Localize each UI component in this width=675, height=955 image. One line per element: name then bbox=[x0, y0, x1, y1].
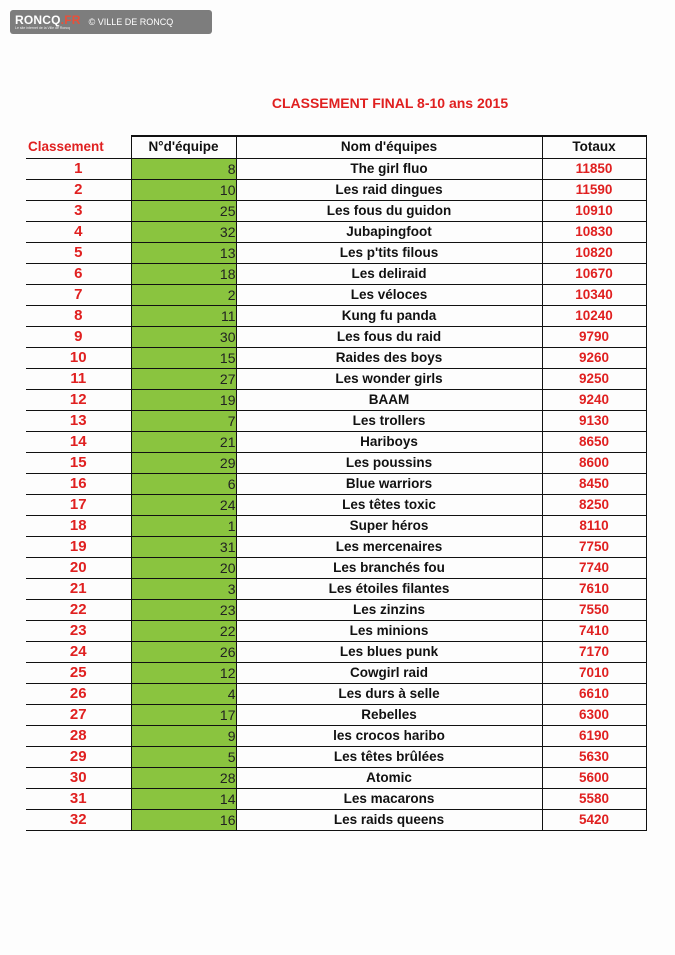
team-name-cell: Jubapingfoot bbox=[236, 221, 542, 242]
team-name-cell: Atomic bbox=[236, 767, 542, 788]
table-row bbox=[26, 641, 646, 662]
table-row bbox=[26, 767, 646, 788]
team-name-cell: les crocos haribo bbox=[236, 725, 542, 746]
total-cell: 7550 bbox=[542, 599, 646, 620]
total-cell: 7010 bbox=[542, 662, 646, 683]
copyright-text: © VILLE DE RONCQ bbox=[88, 17, 174, 27]
rank-cell: 27 bbox=[26, 704, 131, 725]
team-number-cell: 1 bbox=[131, 515, 236, 536]
rank-cell: 10 bbox=[26, 347, 131, 368]
team-name-cell: Les étoiles filantes bbox=[236, 578, 542, 599]
team-number-cell: 13 bbox=[131, 242, 236, 263]
team-number-cell: 6 bbox=[131, 473, 236, 494]
team-name-cell: Les minions bbox=[236, 620, 542, 641]
rank-cell: 8 bbox=[26, 305, 131, 326]
team-number-cell: 11 bbox=[131, 305, 236, 326]
team-name-cell: Rebelles bbox=[236, 704, 542, 725]
team-name-cell: Les poussins bbox=[236, 452, 542, 473]
table-row bbox=[26, 431, 646, 452]
header-total: Totaux bbox=[542, 136, 646, 158]
total-cell: 7610 bbox=[542, 578, 646, 599]
team-name-cell: Les p'tits filous bbox=[236, 242, 542, 263]
table-row bbox=[26, 557, 646, 578]
team-number-cell: 9 bbox=[131, 725, 236, 746]
team-name-cell: Les raids queens bbox=[236, 809, 542, 830]
team-number-cell: 14 bbox=[131, 788, 236, 809]
rank-cell: 28 bbox=[26, 725, 131, 746]
team-number-cell: 12 bbox=[131, 662, 236, 683]
logo-wordmark: RONCQ.FR bbox=[15, 12, 81, 27]
team-name-cell: Les mercenaires bbox=[236, 536, 542, 557]
header-team-name: Nom d'équipes bbox=[236, 136, 542, 158]
team-name-cell: Les trollers bbox=[236, 410, 542, 431]
team-number-cell: 4 bbox=[131, 683, 236, 704]
table-row bbox=[26, 389, 646, 410]
total-cell: 9240 bbox=[542, 389, 646, 410]
team-name-cell: Les deliraid bbox=[236, 263, 542, 284]
table-row bbox=[26, 704, 646, 725]
table-row bbox=[26, 284, 646, 305]
table-row bbox=[26, 326, 646, 347]
watermark-badge bbox=[10, 10, 212, 34]
rank-cell: 32 bbox=[26, 809, 131, 830]
header-rank: Classement bbox=[26, 136, 131, 158]
team-name-cell: Les macarons bbox=[236, 788, 542, 809]
rank-cell: 23 bbox=[26, 620, 131, 641]
total-cell: 8250 bbox=[542, 494, 646, 515]
ranking-table bbox=[26, 135, 647, 831]
total-cell: 6190 bbox=[542, 725, 646, 746]
rank-cell: 16 bbox=[26, 473, 131, 494]
team-number-cell: 8 bbox=[131, 158, 236, 179]
team-name-cell: Blue warriors bbox=[236, 473, 542, 494]
team-name-cell: The girl fluo bbox=[236, 158, 542, 179]
team-number-cell: 32 bbox=[131, 221, 236, 242]
rank-cell: 1 bbox=[26, 158, 131, 179]
team-number-cell: 3 bbox=[131, 578, 236, 599]
rank-cell: 26 bbox=[26, 683, 131, 704]
table-row bbox=[26, 578, 646, 599]
table-row bbox=[26, 368, 646, 389]
total-cell: 8110 bbox=[542, 515, 646, 536]
total-cell: 11590 bbox=[542, 179, 646, 200]
team-number-cell: 19 bbox=[131, 389, 236, 410]
team-number-cell: 24 bbox=[131, 494, 236, 515]
team-number-cell: 20 bbox=[131, 557, 236, 578]
total-cell: 8650 bbox=[542, 431, 646, 452]
team-name-cell: BAAM bbox=[236, 389, 542, 410]
total-cell: 8450 bbox=[542, 473, 646, 494]
total-cell: 9130 bbox=[542, 410, 646, 431]
table-row bbox=[26, 788, 646, 809]
total-cell: 10820 bbox=[542, 242, 646, 263]
team-name-cell: Kung fu panda bbox=[236, 305, 542, 326]
rank-cell: 7 bbox=[26, 284, 131, 305]
team-number-cell: 7 bbox=[131, 410, 236, 431]
total-cell: 9250 bbox=[542, 368, 646, 389]
team-number-cell: 28 bbox=[131, 767, 236, 788]
rank-cell: 14 bbox=[26, 431, 131, 452]
roncq-logo bbox=[15, 14, 81, 31]
rank-cell: 9 bbox=[26, 326, 131, 347]
rank-cell: 3 bbox=[26, 200, 131, 221]
table-row bbox=[26, 452, 646, 473]
rank-cell: 31 bbox=[26, 788, 131, 809]
rank-cell: 6 bbox=[26, 263, 131, 284]
total-cell: 6610 bbox=[542, 683, 646, 704]
team-number-cell: 25 bbox=[131, 200, 236, 221]
total-cell: 5420 bbox=[542, 809, 646, 830]
team-number-cell: 31 bbox=[131, 536, 236, 557]
team-name-cell: Raides des boys bbox=[236, 347, 542, 368]
table-row bbox=[26, 494, 646, 515]
total-cell: 10670 bbox=[542, 263, 646, 284]
total-cell: 6300 bbox=[542, 704, 646, 725]
rank-cell: 5 bbox=[26, 242, 131, 263]
rank-cell: 18 bbox=[26, 515, 131, 536]
header-team-number: N°d'équipe bbox=[131, 136, 236, 158]
logo-tagline: Le site internet de la Ville de Roncq bbox=[15, 25, 70, 30]
rank-cell: 24 bbox=[26, 641, 131, 662]
page-title: CLASSEMENT FINAL 8-10 ans 2015 bbox=[271, 95, 509, 111]
rank-cell: 4 bbox=[26, 221, 131, 242]
team-name-cell: Les raid dingues bbox=[236, 179, 542, 200]
total-cell: 7740 bbox=[542, 557, 646, 578]
table-row bbox=[26, 179, 646, 200]
total-cell: 11850 bbox=[542, 158, 646, 179]
rank-cell: 25 bbox=[26, 662, 131, 683]
table-row bbox=[26, 683, 646, 704]
team-number-cell: 5 bbox=[131, 746, 236, 767]
team-name-cell: Super héros bbox=[236, 515, 542, 536]
table-header-row bbox=[26, 136, 646, 158]
total-cell: 7410 bbox=[542, 620, 646, 641]
rank-cell: 19 bbox=[26, 536, 131, 557]
team-name-cell: Hariboys bbox=[236, 431, 542, 452]
total-cell: 10340 bbox=[542, 284, 646, 305]
table-row bbox=[26, 746, 646, 767]
rank-cell: 30 bbox=[26, 767, 131, 788]
table-row bbox=[26, 158, 646, 179]
team-number-cell: 30 bbox=[131, 326, 236, 347]
table-row bbox=[26, 221, 646, 242]
rank-cell: 21 bbox=[26, 578, 131, 599]
table-row bbox=[26, 662, 646, 683]
table-row bbox=[26, 410, 646, 431]
rank-cell: 11 bbox=[26, 368, 131, 389]
team-name-cell: Les têtes brûlées bbox=[236, 746, 542, 767]
team-number-cell: 17 bbox=[131, 704, 236, 725]
team-number-cell: 10 bbox=[131, 179, 236, 200]
rank-cell: 22 bbox=[26, 599, 131, 620]
team-number-cell: 22 bbox=[131, 620, 236, 641]
team-number-cell: 2 bbox=[131, 284, 236, 305]
total-cell: 9260 bbox=[542, 347, 646, 368]
team-name-cell: Les blues punk bbox=[236, 641, 542, 662]
team-name-cell: Les durs à selle bbox=[236, 683, 542, 704]
total-cell: 7170 bbox=[542, 641, 646, 662]
total-cell: 9790 bbox=[542, 326, 646, 347]
team-number-cell: 26 bbox=[131, 641, 236, 662]
rank-cell: 12 bbox=[26, 389, 131, 410]
table-row bbox=[26, 305, 646, 326]
team-name-cell: Les fous du guidon bbox=[236, 200, 542, 221]
team-number-cell: 21 bbox=[131, 431, 236, 452]
total-cell: 7750 bbox=[542, 536, 646, 557]
rank-cell: 2 bbox=[26, 179, 131, 200]
team-number-cell: 27 bbox=[131, 368, 236, 389]
total-cell: 5630 bbox=[542, 746, 646, 767]
rank-cell: 29 bbox=[26, 746, 131, 767]
total-cell: 10910 bbox=[542, 200, 646, 221]
team-name-cell: Les véloces bbox=[236, 284, 542, 305]
team-name-cell: Les fous du raid bbox=[236, 326, 542, 347]
team-name-cell: Les branchés fou bbox=[236, 557, 542, 578]
team-name-cell: Les wonder girls bbox=[236, 368, 542, 389]
table-row bbox=[26, 515, 646, 536]
team-number-cell: 18 bbox=[131, 263, 236, 284]
total-cell: 10830 bbox=[542, 221, 646, 242]
table-row bbox=[26, 242, 646, 263]
total-cell: 8600 bbox=[542, 452, 646, 473]
team-name-cell: Les zinzins bbox=[236, 599, 542, 620]
team-name-cell: Cowgirl raid bbox=[236, 662, 542, 683]
table-row bbox=[26, 599, 646, 620]
total-cell: 5580 bbox=[542, 788, 646, 809]
rank-cell: 20 bbox=[26, 557, 131, 578]
team-number-cell: 23 bbox=[131, 599, 236, 620]
table-row bbox=[26, 347, 646, 368]
team-name-cell: Les têtes toxic bbox=[236, 494, 542, 515]
table-row bbox=[26, 809, 646, 830]
total-cell: 10240 bbox=[542, 305, 646, 326]
table-row bbox=[26, 725, 646, 746]
table-row bbox=[26, 536, 646, 557]
table-row bbox=[26, 200, 646, 221]
team-number-cell: 29 bbox=[131, 452, 236, 473]
table-row bbox=[26, 620, 646, 641]
total-cell: 5600 bbox=[542, 767, 646, 788]
team-number-cell: 15 bbox=[131, 347, 236, 368]
team-number-cell: 16 bbox=[131, 809, 236, 830]
rank-cell: 13 bbox=[26, 410, 131, 431]
rank-cell: 15 bbox=[26, 452, 131, 473]
table-row bbox=[26, 263, 646, 284]
rank-cell: 17 bbox=[26, 494, 131, 515]
table-row bbox=[26, 473, 646, 494]
